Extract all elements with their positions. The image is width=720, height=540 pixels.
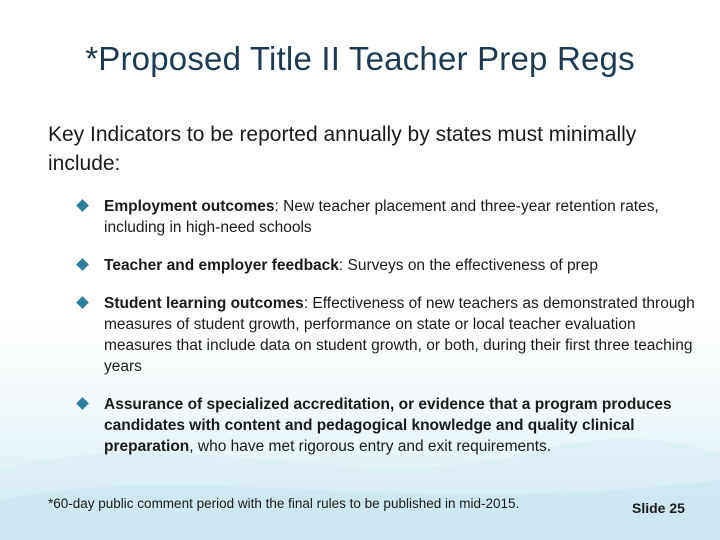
bullet-heading: Assurance of specialized accreditation, or evidence that a program produces candidates with content and pedagogical knowledge and quality clinical preparation — [104, 396, 672, 455]
diamond-bullet-icon — [76, 397, 89, 410]
bullet-heading: Teacher and employer feedback — [104, 257, 339, 274]
bullet-text: : New teacher placement and three-year retention rates, including in high-need schools — [104, 198, 659, 236]
footnote: *60-day public comment period with the final rules to be published in mid-2015. — [48, 496, 520, 511]
title-text: Proposed Title II Teacher Prep Regs — [98, 40, 635, 77]
bullet-text: : Surveys on the effectiveness of prep — [338, 257, 598, 274]
list-item — [78, 255, 698, 276]
diamond-bullet-icon — [76, 199, 89, 212]
title-asterisk: * — [85, 40, 99, 77]
slide-number: Slide 25 — [632, 500, 685, 516]
bullet-text: , who have met rigorous entry and exit requirements. — [189, 438, 552, 455]
intro-text: Key Indicators to be reported annually by states must minimally include: — [48, 123, 637, 175]
list-item — [78, 394, 698, 457]
bullet-text: : Effectiveness of new teachers as demonstrated through measures of student growth, performance on state or local teacher evaluation measures that include data on student growth, or both, during their first three teaching years — [104, 295, 695, 375]
bullet-heading: Student learning outcomes — [104, 295, 304, 312]
list-item — [78, 293, 698, 377]
list-item — [78, 196, 698, 238]
diamond-bullet-icon — [76, 296, 89, 309]
slide-title — [0, 40, 720, 78]
indicator-list — [78, 196, 698, 474]
diamond-bullet-icon — [76, 258, 89, 271]
bullet-heading: Employment outcomes — [104, 198, 275, 215]
